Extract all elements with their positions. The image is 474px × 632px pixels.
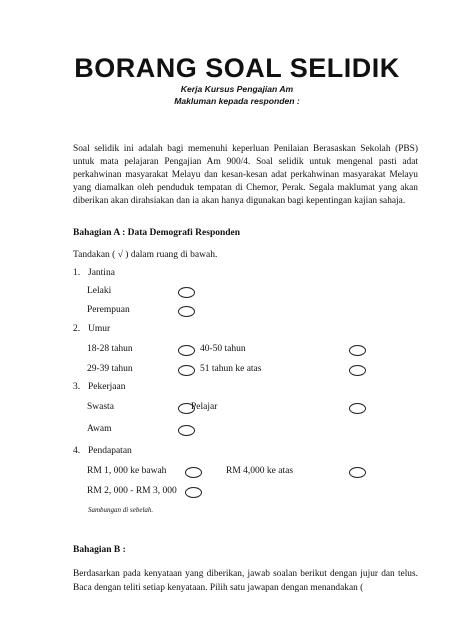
q2-option-40-50-radio[interactable] bbox=[349, 345, 366, 356]
q1-number: 1. bbox=[73, 268, 81, 278]
q2-option-51-label: 51 tahun ke atas bbox=[200, 364, 262, 374]
q1-option-lelaki-radio[interactable] bbox=[178, 287, 195, 298]
q1-option-perempuan-label: Perempuan bbox=[87, 305, 130, 315]
q4-option-2000-3000-radio[interactable] bbox=[185, 487, 202, 498]
form-title: BORANG SOAL SELIDIK bbox=[74, 53, 400, 83]
q4-number: 4. bbox=[73, 446, 81, 456]
section-a-instruction: Tandakan ( √ ) dalam ruang di bawah. bbox=[73, 250, 218, 260]
q2-option-40-50-label: 40-50 tahun bbox=[200, 344, 246, 354]
q2-number: 2. bbox=[73, 324, 81, 334]
q3-option-pelajar-label: Pelajar bbox=[191, 402, 218, 412]
q4-option-above-4000-label: RM 4,000 ke atas bbox=[226, 466, 294, 476]
intro-paragraph: Soal selidik ini adalah bagi memenuhi keperluan Penilaian Berasaskan Sekolah (PBS) untuk mata pelajaran Pengajian Am 900/4. Soal selidik untuk mengenal pasti adat perkahwinan masyarakat Melayu dan kesan-kesan adat perkahwinan masyarakat Melayu yang diamalkan oleh penduduk tempatan di Chemor, Perak. Segala maklumat yang akan diberikan akan dirahsiakan dan ia akan hanya digunakan bagi kepentingan kajian sahaja. bbox=[73, 144, 418, 207]
q1-label: Jantina bbox=[88, 268, 115, 278]
section-a-heading: Bahagian A : Data Demografi Responden bbox=[73, 228, 241, 238]
q2-option-18-28-radio[interactable] bbox=[178, 345, 195, 356]
continued-note: Sambungan di sebelah. bbox=[88, 506, 154, 514]
section-b-heading: Bahagian B : bbox=[73, 545, 126, 555]
q3-label: Pekerjaan bbox=[88, 382, 126, 392]
q3-number: 3. bbox=[73, 382, 81, 392]
section-b-paragraph: Berdasarkan pada kenyataan yang diberikan, jawab soalan berikut dengan jujur dan telus. Baca dengan teliti setiap kenyataan. Pilih satu jawapan dengan menandakan ( bbox=[73, 569, 418, 593]
subtitle-course: Kerja Kursus Pengajian Am bbox=[180, 84, 294, 94]
q3-option-awam-label: Awam bbox=[87, 424, 112, 434]
q3-option-awam-radio[interactable] bbox=[178, 425, 195, 436]
q1-option-lelaki-label: Lelaki bbox=[87, 286, 112, 296]
q2-option-51-radio[interactable] bbox=[349, 365, 366, 376]
q3-option-swasta-label: Swasta bbox=[87, 402, 114, 412]
q4-label: Pendapatan bbox=[88, 446, 132, 456]
q2-option-29-39-label: 29-39 tahun bbox=[87, 364, 133, 374]
q1-option-perempuan-radio[interactable] bbox=[178, 306, 195, 317]
q4-option-above-4000-radio[interactable] bbox=[349, 467, 366, 478]
q4-option-below-1000-label: RM 1, 000 ke bawah bbox=[87, 466, 167, 476]
q4-option-below-1000-radio[interactable] bbox=[185, 467, 202, 478]
q2-label: Umur bbox=[88, 324, 111, 334]
q2-option-29-39-radio[interactable] bbox=[178, 365, 195, 376]
q2-option-18-28-label: 18-28 tahun bbox=[87, 344, 133, 354]
q4-option-2000-3000-label: RM 2, 000 - RM 3, 000 bbox=[87, 486, 177, 496]
subtitle-notice: Makluman kepada responden : bbox=[174, 96, 300, 106]
q3-option-pelajar-radio[interactable] bbox=[349, 403, 366, 414]
